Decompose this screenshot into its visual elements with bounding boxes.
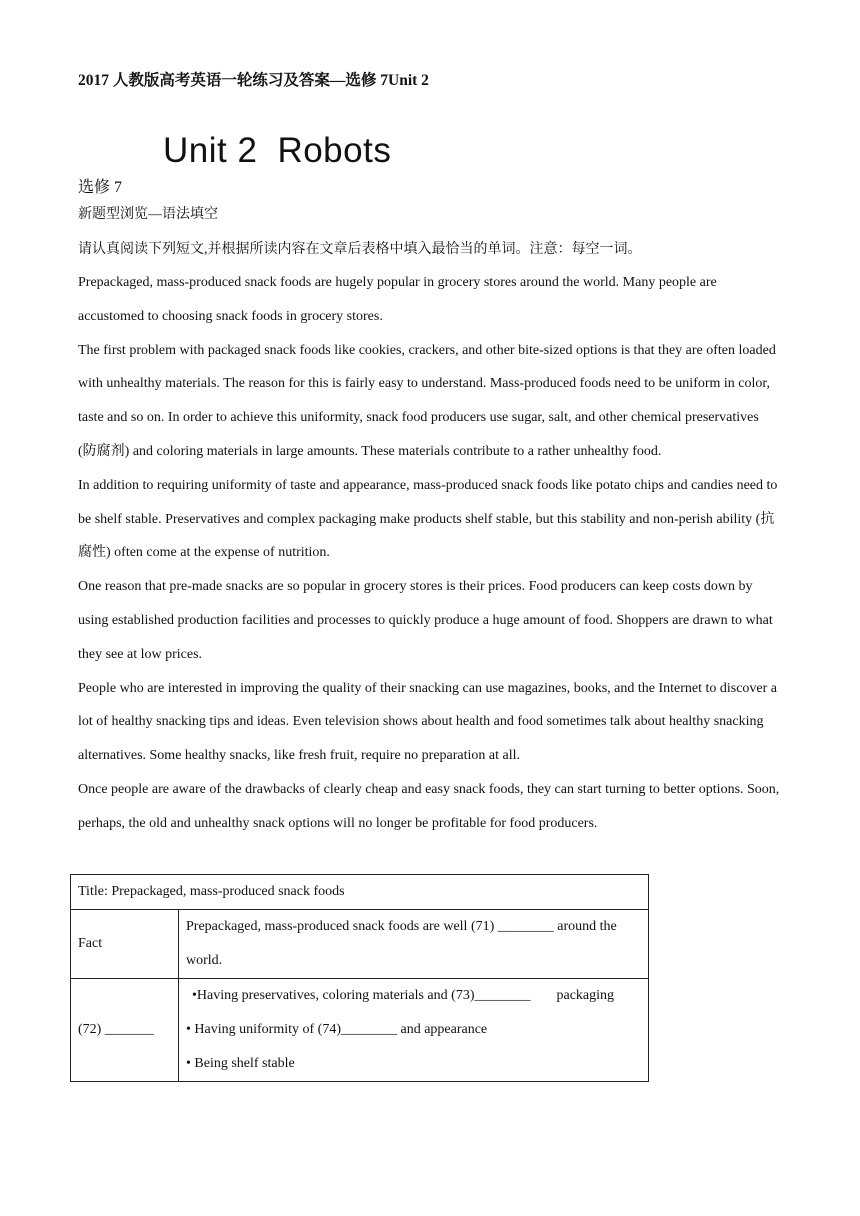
- row-content-fact: Prepackaged, mass-produced snack foods are well (71) ________ around the world.: [179, 910, 649, 979]
- passage-paragraph: The first problem with packaged snack foods like cookies, crackers, and other bite-sized options is that they are often loaded with unhealthy materials. The reason for this is fairly easy to understand. Mass-produced foods need to be uniform in color, taste and so on. In order to achieve this uniformity, snack food producers use sugar, salt, and other chemical preservatives (防腐剂) and coloring materials in large amounts. These materials contribute to a rather unhealthy food.: [78, 342, 776, 459]
- unit-banner: [163, 131, 391, 171]
- table-row: [71, 979, 649, 1082]
- bullet-item: •Having preservatives, coloring materials and (73)________ packaging: [192, 988, 615, 1003]
- row-label-fact: Fact: [71, 910, 179, 979]
- unit-number: Unit 2: [163, 131, 258, 170]
- table-row: [71, 910, 649, 979]
- passage-paragraph: Prepackaged, mass-produced snack foods are hugely popular in grocery stores around the world. Many people are accustomed to choosing snack foods in grocery stores.: [78, 275, 717, 324]
- module-label: 选修 7: [78, 179, 123, 196]
- bullet-item: • Being shelf stable: [186, 1056, 295, 1071]
- passage-paragraph: People who are interested in improving the quality of their snacking can use magazines, books, and the Internet to discover a lot of healthy snacking tips and ideas. Even television shows about health and food sometimes talk about healthy snacking alternatives. Some healthy snacks, like fresh fruit, require no preparation at all.: [78, 680, 778, 764]
- row-label-blank-72: (72) _______: [71, 979, 179, 1082]
- summary-table: [70, 874, 649, 1082]
- row-content-features: [179, 979, 649, 1082]
- passage-paragraph: One reason that pre-made snacks are so popular in grocery stores is their prices. Food producers can keep costs down by using established production facilities and processes to quickly produce a huge amount of food. Shoppers are drawn to what they see at low prices.: [78, 579, 773, 662]
- document-title: 2017 人教版高考英语一轮练习及答案—选修 7Unit 2: [78, 72, 429, 89]
- bullet-item: • Having uniformity of (74)________ and appearance: [186, 1022, 488, 1037]
- unit-topic: Robots: [277, 131, 392, 170]
- reading-passage: [78, 266, 780, 841]
- instructions: 请认真阅读下列短文,并根据所读内容在文章后表格中填入最恰当的单词。注意：每空一词。: [78, 242, 642, 257]
- section-label: 新题型浏览—语法填空: [78, 207, 218, 222]
- passage-paragraph: In addition to requiring uniformity of taste and appearance, mass-produced snack foods like potato chips and candies need to be shelf stable. Preservatives and complex packaging make products shelf stable, but this stability and non-perish ability (抗腐性) often come at the expense of nutrition.: [78, 477, 778, 561]
- table-title-row: [71, 875, 649, 910]
- passage-paragraph: Once people are aware of the drawbacks of clearly cheap and easy snack foods, they can start turning to better options. Soon, perhaps, the old and unhealthy snack options will no longer be profitable for food producers.: [78, 781, 780, 831]
- table-title: Title: Prepackaged, mass-produced snack foods: [71, 875, 649, 910]
